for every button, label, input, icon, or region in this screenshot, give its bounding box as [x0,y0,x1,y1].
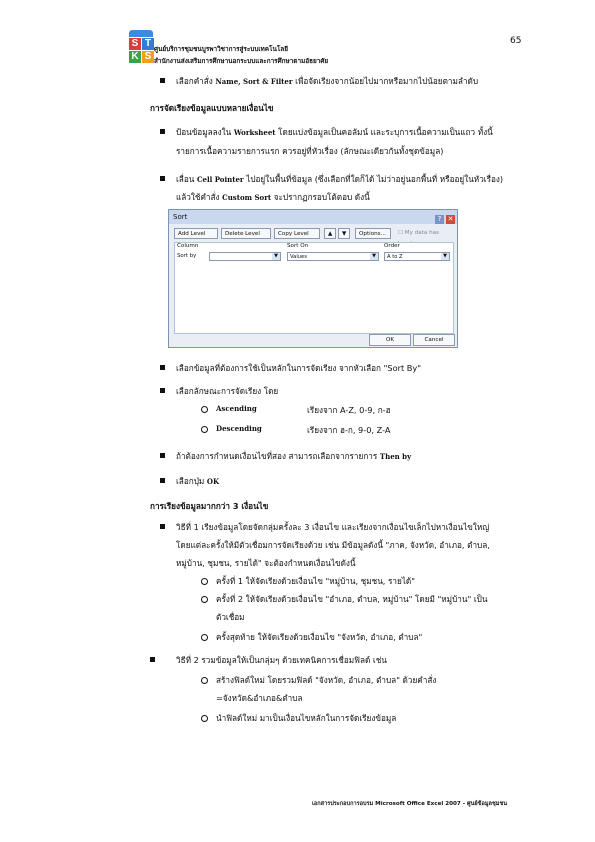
chevron-down-icon: ▼ [370,253,378,260]
close-icon[interactable]: ✕ [447,215,454,223]
step-press-ok [176,475,219,488]
command-name: Worksheet [233,128,276,137]
text: โดยแบ่งข้อมูลเป็นคอลัมน์ และระบุการเนื้อความเป็นแถว ทั้งนี้ [275,127,493,137]
sort-on-value: Values [290,254,307,260]
step-custom-sort [176,191,370,204]
bullet-icon [160,478,165,483]
logo-letter-s: S [129,38,141,50]
help-icon[interactable]: ? [435,215,444,224]
option-descending-label: Descending [216,424,262,433]
method2-step1: สร้างฟิลด์ใหม่ โดยรวมฟิลด์ "จังหวัด, อำเภอ, ตำบล" ด้วยคำสั่ง [216,675,437,685]
circle-bullet-icon [201,596,208,603]
text: เพื่อจัดเรียงจากน้อยไปมากหรือมากไปน้อยตามลำดับ [292,76,479,86]
checkbox-icon: ☐ [398,230,405,236]
command-name: Cell Pointer [196,175,244,184]
add-level-button[interactable] [174,228,218,239]
text: ไปอยู่ในพื้นที่ข้อมูล (ซึ่งเลือกที่ใดก็ได้ ไม่ว่าอยู่นอกพื้นที่ หรืออยู่ในหัวเรื่อง) [243,174,504,184]
method1-line1: วิธีที่ 1 เรียงข้อมูลโดยจัดกลุ่มครั้งละ 3 เงื่อนไข และเรียงจากเงื่อนไขเล็กไปหาเงื่อนไขใหญ่ [176,522,490,532]
sort-dialog [168,209,458,348]
order-select[interactable] [384,252,450,261]
cancel-label: Cancel [424,337,444,343]
bullet-icon [160,176,165,181]
text: ถ้าต้องการกำหนดเงื่อนไขที่สอง สามารถเลือกจากรายการ [176,451,380,461]
options-button[interactable] [355,228,391,239]
circle-bullet-icon [201,715,208,722]
logo-letter-s2: S [142,51,154,63]
circle-bullet-icon [201,578,208,585]
order-header: Order [384,243,400,249]
circle-bullet-icon [201,677,208,684]
method2-line: วิธีที่ 2 รวมข้อมูลให้เป็นกลุ่มๆ ด้วยเทคนิคการเชื่อมฟิลด์ เช่น [176,655,387,665]
command-name: Custom Sort [222,193,272,202]
org-name-line1: ศูนย์บริการชุมชนบูรพาวิชาการสู่ระบบเทคโนโลยี [154,45,288,53]
window-controls [433,212,455,226]
move-down-button[interactable] [338,228,350,239]
arrow-up-icon: ▲ [328,231,333,237]
delete-level-label: Delete Level [225,231,260,237]
method1-line3: หมู่บ้าน, ชุมชน, รายได้" จะต้องกำหนดเงื่อนไขดังนี้ [176,558,356,568]
order-value: A to Z [387,254,403,260]
dialog-title: Sort [173,213,188,221]
method1-step2-cont: ตัวเชื่อม [216,612,245,622]
org-name-line2: สำนักงานส่งเสริมการศึกษานอกระบบและการศึกษาตามอัธยาศัย [154,57,329,65]
sort-on-select[interactable] [287,252,379,261]
ok-button[interactable] [369,334,411,346]
method1-step2: ครั้งที่ 2 ให้จัดเรียงด้วยเงื่อนไข "อำเภอ, ตำบล, หมู่บ้าน" โดยมี "หมู่บ้าน" เป็น [216,594,488,604]
section-heading-multi-sort: การจัดเรียงข้อมูลแบบหลายเงื่อนไข [150,103,274,113]
bullet-icon [160,524,165,529]
method1-step1: ครั้งที่ 1 ให้จัดเรียงด้วยเงื่อนไข "หมู่บ้าน, ชุมชน, รายได้" [216,576,415,586]
stks-logo [127,30,155,70]
text: เลือกปุ่ม [176,476,207,486]
text: จะปรากฏกรอบโต้ตอบ ดังนี้ [271,192,370,202]
section-heading-over-3: การเรียงข้อมูลมากกว่า 3 เงื่อนไข [150,501,269,511]
options-label: Options... [359,231,386,237]
step-move-cell-pointer [176,173,503,186]
copy-level-label: Copy Level [278,231,309,237]
logo-letter-k: K [129,51,141,63]
chevron-down-icon: ▼ [272,253,280,260]
text: เลือกคำสั่ง [176,76,216,86]
bullet-icon [150,657,155,662]
arrow-down-icon: ▼ [342,231,347,237]
step-enter-data [176,126,493,139]
page-number: 65 [510,36,522,46]
option-ascending-desc: เรียงจาก A-Z, 0-9, ก-ฮ [307,405,391,415]
option-ascending-label: Ascending [216,404,257,413]
copy-level-button[interactable] [274,228,320,239]
circle-bullet-icon [201,426,208,433]
circle-bullet-icon [201,406,208,413]
bullet-icon [160,129,165,134]
bullet-icon [160,388,165,393]
step-then-by [176,450,411,463]
column-select[interactable] [209,252,281,261]
column-header: Column [177,243,199,249]
move-up-button[interactable] [324,228,336,239]
command-name: Then by [379,452,412,461]
headers-checkbox-label: My data has [404,230,439,236]
command-name: OK [206,477,220,486]
dialog-title-bar [169,210,457,224]
ok-label: OK [385,337,395,343]
text: ป้อนข้อมูลลงใน [176,127,234,137]
method2-step2: นำฟิลด์ใหม่ มาเป็นเงื่อนไขหลักในการจัดเรียงข้อมูล [216,713,397,723]
cancel-button[interactable] [413,334,455,346]
sort-by-label: Sort by [177,253,197,259]
method1-line2: โดยแต่ละครั้งให้มีตัวเชื่อมการจัดเรียงด้วย เช่น มีข้อมูลดังนี้ "ภาค, จังหวัด, อำเภอ, ตำบล, [176,540,490,550]
method2-formula: =จังหวัด&อำเภอ&ตำบล [216,693,303,703]
chevron-down-icon: ▼ [441,253,449,260]
text: แล้วใช้คำสั่ง [176,192,223,202]
bullet-icon [160,78,165,83]
bullet-icon [160,453,165,458]
logo-letter-t: T [142,38,154,50]
text: เลื่อน [176,174,197,184]
step-name-sort-filter [176,75,478,88]
sort-on-header: Sort On [287,243,309,249]
step-enter-data-cont: รายการเนื้อความรายการแรก ควรอยู่ที่หัวเรื่อง (ลักษณะเดียวกันทั้งชุดข้อมูล) [176,146,444,156]
option-descending-desc: เรียงจาก ฮ-ก, 9-0, Z-A [307,425,391,435]
add-level-label: Add Level [178,231,206,237]
step-choose-sort-by: เลือกข้อมูลที่ต้องการใช้เป็นหลักในการจัดเรียง จากหัวเลือก "Sort By" [176,363,421,373]
step-choose-order: เลือกลักษณะการจัดเรียง โดย [176,386,279,396]
delete-level-button[interactable] [221,228,271,239]
logo-cap [129,30,153,37]
headers-checkbox[interactable] [395,228,453,239]
page-footer: เอกสารประกอบการอบรม Microsoft Office Excel 2007 - ศูนย์ข้อมูลชุมชน [312,801,508,807]
circle-bullet-icon [201,634,208,641]
bullet-icon [160,365,165,370]
method1-step3: ครั้งสุดท้าย ให้จัดเรียงด้วยเงื่อนไข "จังหวัด, อำเภอ, ตำบล" [216,632,423,642]
command-name: Name, Sort & Filter [215,77,293,86]
